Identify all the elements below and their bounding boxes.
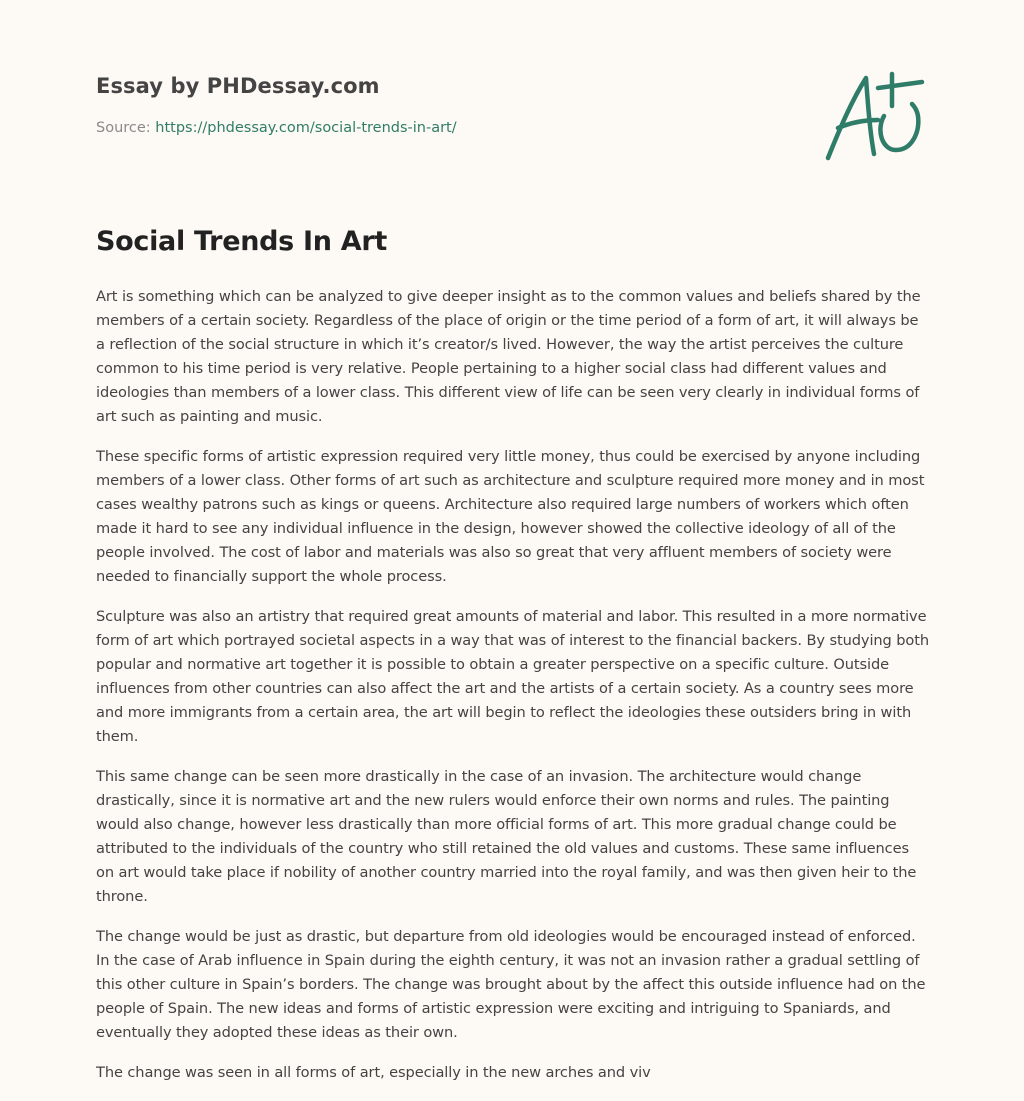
essay-paragraph: The change was seen in all forms of art, especially in the new arches and viv [96, 1064, 651, 1081]
essay-paragraph: Sculpture was also an artistry that required great amounts of material and labor. This resulted in a more normative form of art which portrayed societal aspects in a way that was of interest to the financial backers. By studying both popular and normative art together it is possible to obtain a greater perspective on a specific culture. Outside influences from other countries can also affect the art and the artists of a certain society. As a country sees more and more immigrants from a certain area, the art will begin to reflect the ideologies these outsiders bring in with them. [96, 608, 930, 745]
essay-paragraph: These specific forms of artistic expression required very little money, thus could be exercised by anyone including members of a lower class. Other forms of art such as architecture and sculpture required more money and in most cases wealthy patrons such as kings or queens. Architecture also required large numbers of workers which often made it hard to see any individual influence in the design, however showed the collective ideology of all of the people involved. The cost of labor and materials was also so great that very affluent members of society were needed to financially support the whole process. [96, 448, 925, 585]
source-link[interactable]: https://phdessay.com/social-trends-in-art/ [155, 120, 457, 136]
source-label: Source: [96, 120, 151, 136]
essay-header [96, 74, 656, 136]
a-plus-logo-icon [822, 66, 932, 166]
site-brand: Essay by PHDessay.com [96, 74, 380, 98]
essay-paragraph: This same change can be seen more drastically in the case of an invasion. The architecture would change drastically, since it is normative art and the new rulers would enforce their own norms and rules. The painting would also change, however less drastically than more official forms of art. This more gradual change could be attributed to the individuals of the country who still retained the old values and customs. These same influences on art would take place if nobility of another country married into the royal family, and was then given heir to the throne. [96, 768, 917, 905]
essay-paragraph: The change would be just as drastic, but departure from old ideologies would be encouraged instead of enforced. In the case of Arab influence in Spain during the eighth century, it was not an invasion rather a gradual settling of this other culture in Spain’s borders. The change was brought about by the affect this outside influence had on the people of Spain. The new ideas and forms of artistic expression were exciting and intriguing to Spaniards, and eventually they adopted these ideas as their own. [96, 928, 926, 1041]
essay-title: Social Trends In Art [96, 226, 388, 257]
essay-body [96, 285, 930, 1101]
source-line [96, 120, 656, 136]
essay-paragraph: Art is something which can be analyzed to give deeper insight as to the common values and beliefs shared by the members of a certain society. Regardless of the place of origin or the time period of a form of art, it will always be a reflection of the social structure in which it’s creator/s lived. However, the way the artist perceives the culture common to his time period is very relative. People pertaining to a higher social class had different values and ideologies than members of a lower class. This different view of life can be seen very clearly in individual forms of art such as painting and music. [96, 288, 921, 425]
